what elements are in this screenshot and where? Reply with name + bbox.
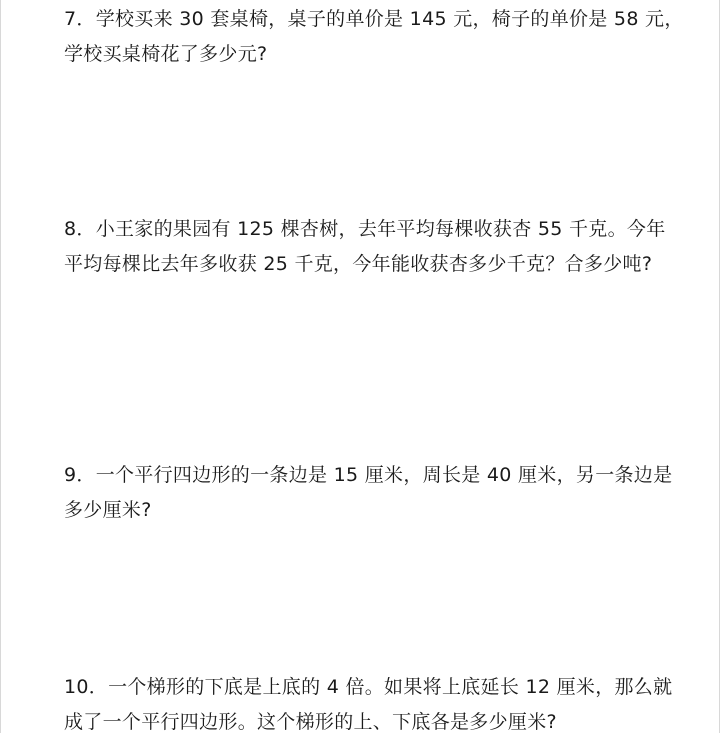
problem-10-line-1: 10．一个梯形的下底是上底的 4 倍。如果将上底延长 12 厘米，那么就 (64, 676, 673, 698)
problem-9-line-1: 9．一个平行四边形的一条边是 15 厘米，周长是 40 厘米，另一条边是 (64, 464, 673, 486)
problem-9-line-2: 多少厘米? (64, 499, 152, 521)
problem-8 (64, 212, 674, 282)
problem-8-line-1: 8．小王家的果园有 125 棵杏树，去年平均每棵收获杏 55 千克。今年 (64, 218, 666, 240)
problem-7-line-1: 7．学校买来 30 套桌椅，桌子的单价是 145 元，椅子的单价是 58 元， (64, 8, 684, 30)
problem-7 (64, 2, 684, 72)
problem-10 (64, 670, 674, 740)
problem-7-line-2: 学校买桌椅花了多少元? (64, 43, 268, 65)
problem-8-line-2: 平均每棵比去年多收获 25 千克，今年能收获杏多少千克？合多少吨? (64, 253, 653, 275)
problem-10-line-2: 成了一个平行四边形。这个梯形的上、下底各是多少厘米? (64, 711, 557, 733)
problem-9 (64, 458, 674, 528)
